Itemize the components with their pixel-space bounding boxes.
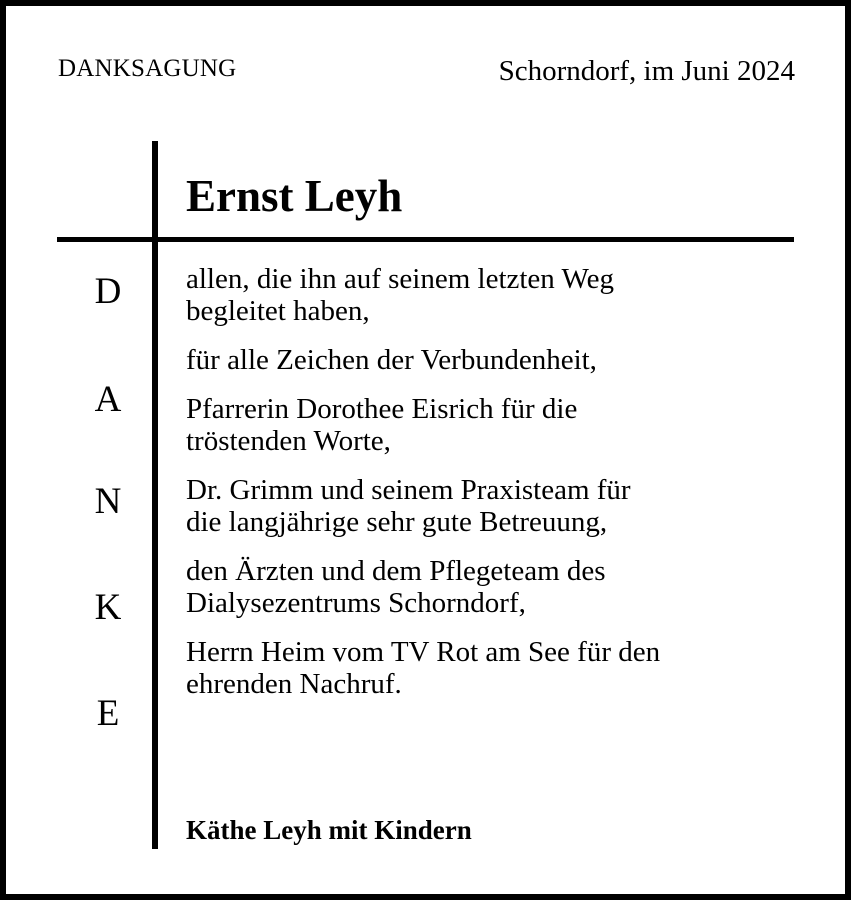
signature: Käthe Leyh mit Kindern — [186, 815, 472, 845]
thanks-entry-line: den Ärzten und dem Pflegeteam des — [186, 555, 606, 587]
thanks-entry-line: Pfarrerin Dorothee Eisrich für die — [186, 393, 578, 425]
thanks-entry-line: allen, die ihn auf seinem letzten Weg — [186, 263, 614, 295]
thanks-entry-line: ehrenden Nachruf. — [186, 668, 402, 700]
thanks-list — [186, 263, 786, 717]
thanks-entry-line: begleitet haben, — [186, 295, 370, 327]
place-date: Schorndorf, im Juni 2024 — [498, 55, 795, 87]
danke-letter-k: K — [94, 587, 122, 628]
thanks-entry-line: für alle Zeichen der Verbundenheit, — [186, 344, 597, 376]
thanks-entry-line: tröstenden Worte, — [186, 425, 391, 457]
vertical-divider — [152, 141, 158, 849]
danke-letter-a: A — [94, 379, 122, 420]
thanks-entry-line: die langjährige sehr gute Betreuung, — [186, 506, 608, 538]
thanks-entry-line: Dr. Grimm und seinem Praxisteam für — [186, 474, 631, 506]
deceased-name: Ernst Leyh — [186, 171, 403, 221]
thanks-entry — [186, 474, 786, 538]
thanks-entry — [186, 555, 786, 619]
horizontal-divider — [57, 237, 794, 242]
thanks-entry-line: Herrn Heim vom TV Rot am See für den — [186, 636, 661, 668]
thanks-entry — [186, 344, 786, 376]
danke-letter-d: D — [94, 271, 122, 312]
thanks-entry-line: Dialysezentrums Schorndorf, — [186, 587, 526, 619]
thanks-entry — [186, 393, 786, 457]
thanks-entry — [186, 636, 786, 700]
danke-letter-n: N — [94, 481, 122, 522]
thanks-entry — [186, 263, 786, 327]
notice-type-label: DANKSAGUNG — [58, 55, 237, 82]
danke-letter-e: E — [96, 693, 120, 734]
